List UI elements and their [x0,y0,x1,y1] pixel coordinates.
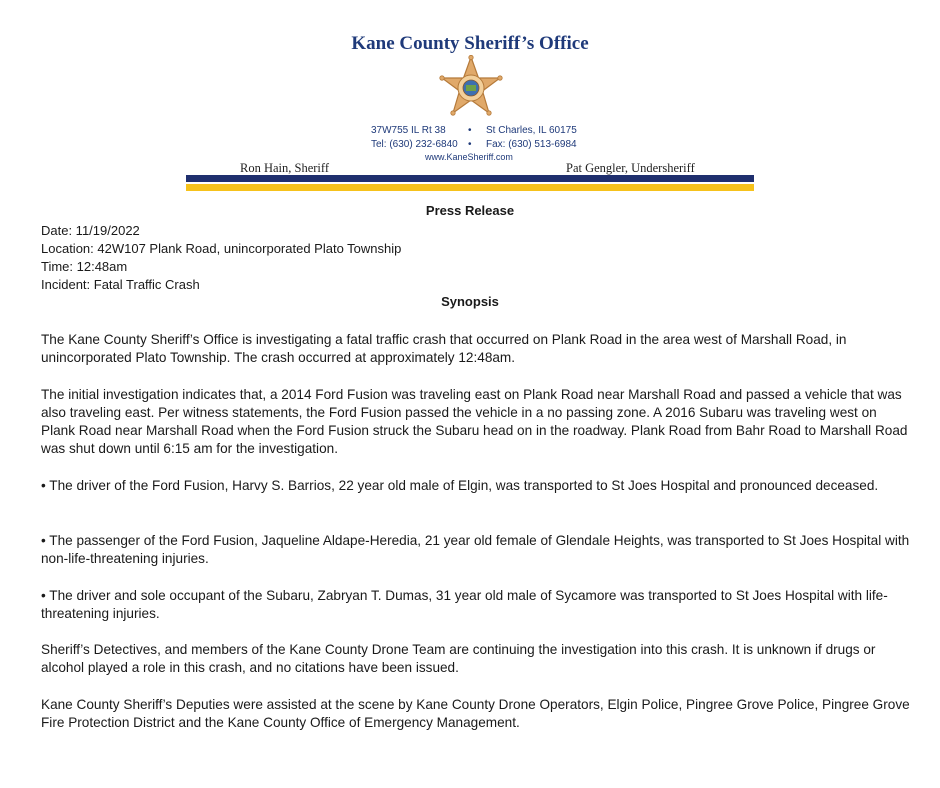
press-release-heading: Press Release [425,203,515,218]
address-phone: Tel: (630) 232-6840 [371,139,458,150]
sheriff-name: Ron Hain, Sheriff [240,161,329,175]
release-date: Date: 11/19/2022 [41,223,140,238]
synopsis-heading: Synopsis [441,294,499,309]
letterhead-title: Kane County Sheriff’s Office [351,33,589,54]
address-street: 37W755 IL Rt 38 [371,125,446,136]
address-fax: Fax: (630) 513-6984 [486,139,577,150]
release-time: Time: 12:48am [41,259,128,274]
letterhead-gold-rule [186,184,754,191]
paragraph-detectives: Sheriff’s Detectives, and members of the Kane County Drone Team are continuing the investigation into this crash. It is unknown if drugs or alcohol played a role in this crash, and no citations have been issued. [41,642,876,675]
paragraph-passenger-fusion: • The passenger of the Ford Fusion, Jaqueline Aldape-Heredia, 21 year old female of Glendale Heights, was transported to St Joes Hospital with non-life-threatening injuries. [41,533,910,566]
letterhead-navy-rule [186,175,754,182]
release-incident: Incident: Fatal Traffic Crash [41,277,200,292]
address-bullet: • [468,125,472,136]
undersheriff-name: Pat Gengler, Undersheriff [566,161,695,175]
paragraph-overview: The Kane County Sheriff’s Office is investigating a fatal traffic crash that occurred on Plank Road in the area west of Marshall Road, in unincorporated Plato Township. The crash occurred at approximately 12:48am. [41,332,847,365]
website-link[interactable]: www.KaneSheriff.com [425,152,513,162]
release-location: Location: 42W107 Plank Road, unincorporated Plato Township [41,241,402,256]
paragraph-assisting-agencies: Kane County Sheriff’s Deputies were assisted at the scene by Kane County Drone Operators, Elgin Police, Pingree Grove Police, Pingree Grove Fire Protection District and the Kane County Office of Emergency Management. [41,697,910,730]
paragraph-driver-subaru: • The driver and sole occupant of the Subaru, Zabryan T. Dumas, 31 year old male of Sycamore was transported to St Joes Hospital with life-threatening injuries. [41,588,888,621]
paragraph-driver-fusion: • The driver of the Ford Fusion, Harvy S. Barrios, 22 year old male of Elgin, was transported to St Joes Hospital and pronounced deceased. [41,478,879,493]
sheriff-star-badge-icon [437,55,505,123]
paragraph-investigation: The initial investigation indicates that, a 2014 Ford Fusion was traveling east on Plank Road near Marshall Road and passed a vehicle that was also traveling east. Per witness statements, the Ford Fusion passed the vehicle in a no passing zone. A 2016 Subaru was traveling west on Plank Road near Marshall Road when the Ford Fusion struck the Subaru head on in the roadway. Plank Road from Bahr Road to Marshall Road was shut down until 6:15 am for the investigation. [41,387,908,456]
address-city: St Charles, IL 60175 [486,125,577,136]
address-bullet-2: • [468,139,472,150]
